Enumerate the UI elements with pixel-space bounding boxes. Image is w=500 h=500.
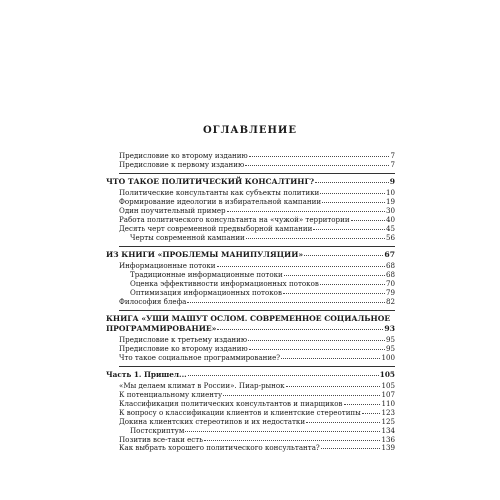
toc-entry-page: 79 [385,288,395,298]
dot-leader [187,301,385,303]
toc-entry-title: Предисловие ко второму изданию [119,344,248,354]
dot-leader [223,394,380,396]
toc-entry-title: Позитив все-таки есть [119,434,204,444]
dot-leader [351,219,385,221]
section-heading-text: ЧТО ТАКОЕ ПОЛИТИЧЕСКИЙ КОНСАЛТИНГ? [106,176,315,186]
toc-entry-page: 82 [385,297,395,307]
dot-leader [185,430,380,432]
section-heading-line [106,314,395,324]
toc-entry-title: Классификация политических консультантов и пиарщиков [119,398,343,408]
dot-leader [315,181,389,183]
dot-leader [322,201,385,203]
toc-entry-title: Предисловие к третьему изданию [119,335,248,345]
dot-leader [283,292,385,294]
toc-entry-page: 134 [381,425,395,435]
toc-entry-title: Работа политического консультанта на «чужой» территории [119,215,350,225]
toc-entry [106,354,395,363]
section-heading-text: КНИГА «УШИ МАШУТ ОСЛОМ. СОВРЕМЕННОЕ СОЦИАЛЬНОЕ [106,313,391,323]
section-heading-text: ПРОГРАММИРОВАНИЕ» [106,323,217,333]
toc-entry [106,298,395,307]
dot-leader [304,254,383,256]
toc-entry-title: Предисловие к первому изданию [119,159,245,169]
toc-entry-page: 136 [381,434,395,444]
toc-entry-title: Докина клиентских стереотипов и их недостатки [119,416,306,426]
section-heading-text: ИЗ КНИГИ «ПРОБЛЕМЫ МАНИПУЛЯЦИИ» [106,249,304,259]
part-heading [106,370,395,379]
toc-entry-title: Черты современной кампании [130,232,245,242]
toc-entry-page: 110 [381,398,395,408]
toc-entry-page: 95 [385,344,395,354]
dot-leader [281,357,380,359]
toc-entry-page: 105 [381,381,395,391]
toc-entry-title: Политические консультанты как субъекты политики [119,188,320,198]
section-heading-page: 9 [389,176,395,186]
toc-entry-page: 30 [385,206,395,216]
toc-title: ОГЛАВЛЕНИЕ [202,125,298,136]
dot-leader [249,348,385,350]
dot-leader [321,447,381,449]
dot-leader [245,164,389,166]
toc-entry-title: Десять черт современной предвыборной кампании [119,224,313,234]
toc-entry-page: 7 [390,151,395,160]
toc-entry-title: Один поучительный пример [119,206,226,216]
toc-entry-page: 45 [385,224,395,234]
dot-leader [217,328,383,330]
section-heading-page: 93 [384,323,395,333]
toc-entry-page: 100 [381,352,395,362]
section-heading-line [106,177,395,187]
dot-leader [344,403,381,405]
table-of-contents [106,152,395,453]
dot-leader [286,385,381,387]
section-heading-page: 67 [384,249,395,259]
toc-entry [106,234,395,243]
toc-entry-page: 123 [381,407,395,417]
toc-entry-title: К вопросу о классификации клиентов и клиентские стереотипы [119,407,361,417]
toc-entry-page: 40 [385,215,395,225]
dot-leader [227,210,385,212]
dot-leader [284,274,385,276]
dot-leader [362,412,381,414]
dot-leader [204,439,380,441]
dot-leader [217,265,385,267]
toc-entry-title: Формирование идеологии в избирательной кампании [119,197,322,207]
toc-entry-title: Что такое социальное программирование? [119,352,281,362]
toc-entry-title: Предисловие ко второму изданию [119,151,248,160]
dot-leader [306,421,380,423]
part-heading-page: 105 [379,369,395,379]
toc-entry [106,161,395,170]
dot-leader [320,192,385,194]
toc-entry-title: Оптимизация информационных потоков [130,288,282,298]
toc-entry-page: 10 [385,188,395,198]
dot-leader [246,237,385,239]
toc-entry-page: 19 [385,197,395,207]
toc-entry-page: 95 [385,335,395,345]
toc-entry-title: Традиционные информационные потоки [130,270,283,280]
dot-leader [320,283,385,285]
toc-entry-page: 139 [381,443,395,453]
toc-entry-page: 68 [385,261,395,271]
toc-entry-title: К потенциальному клиенту [119,389,223,399]
section-heading-line [106,250,395,260]
section-heading [106,177,395,187]
toc-entry-title: «Мы делаем климат в России». Пиар-рынок [119,381,285,391]
section-heading-line [106,324,395,334]
dot-leader [248,339,385,341]
toc-entry-page: 68 [385,270,395,280]
section-heading [106,314,395,333]
toc-entry-page: 107 [381,389,395,399]
toc-entry-page: 7 [390,159,395,169]
part-heading-text: Часть 1. Пришел... [106,369,187,379]
toc-entry-title: Информационные потоки [119,261,216,271]
toc-entry-title: Оценка эффективности информационных потоков [130,279,319,289]
toc-entry-page: 125 [381,416,395,426]
toc-entry-page: 56 [385,232,395,242]
section-heading [106,250,395,260]
toc-entry-title: Постскриптум [130,425,185,435]
toc-entry-title: Как выбрать хорошего политического консультанта? [119,443,320,453]
dot-leader [249,155,390,157]
toc-entry [106,444,395,453]
toc-entry-page: 70 [385,279,395,289]
dot-leader [188,374,379,376]
dot-leader [313,228,385,230]
toc-entry-title: Философия блефа [119,297,187,307]
